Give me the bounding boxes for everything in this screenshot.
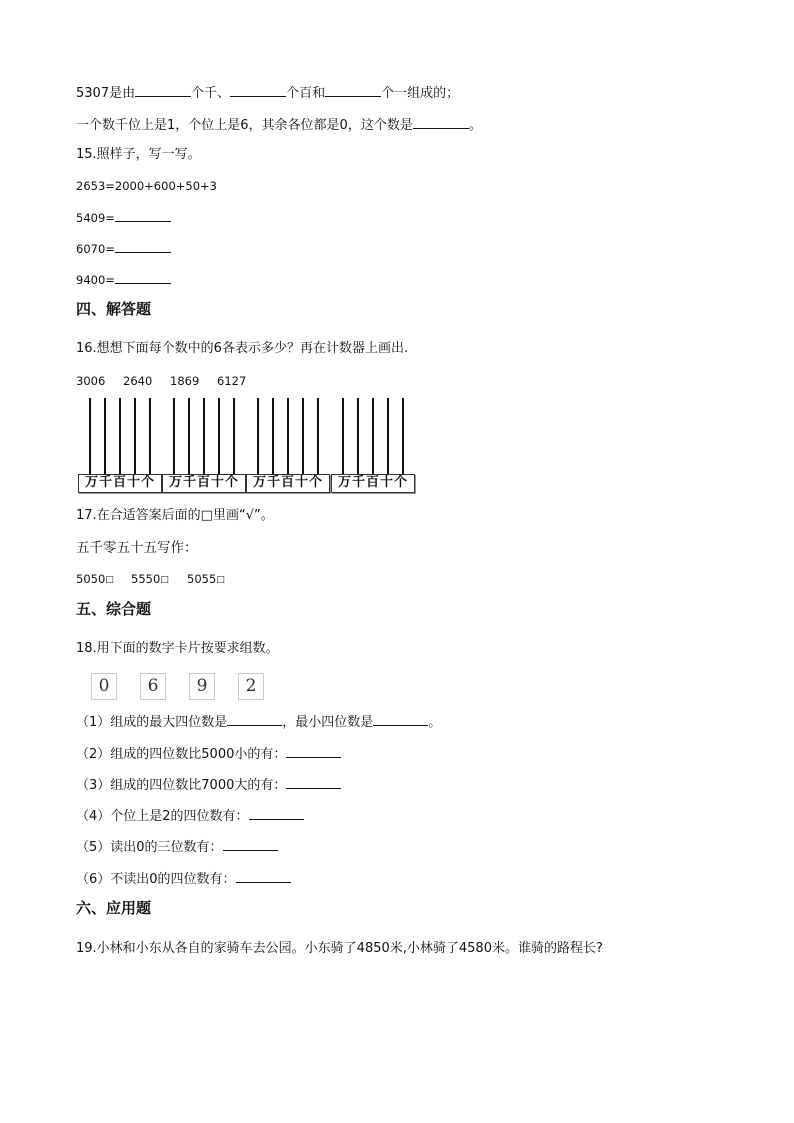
abacus-rod [134, 398, 136, 474]
q18-sub-5: （5）读出0的三位数有： [76, 838, 278, 856]
checkbox[interactable]: □ [105, 575, 114, 585]
digit-card: 2 [238, 673, 264, 700]
q15-example: 2653=2000+600+50+3 [76, 179, 217, 193]
abacus-counter[interactable] [246, 398, 330, 498]
abacus-rod [233, 398, 235, 474]
answer-blank[interactable] [115, 271, 171, 284]
abacus-place-labels: 万千百十个 [162, 474, 246, 493]
abacus-rod [119, 398, 121, 474]
answer-blank[interactable] [227, 713, 282, 726]
abacus-rod [203, 398, 205, 474]
answer-blank[interactable] [230, 84, 286, 97]
checkbox[interactable]: □ [160, 575, 169, 585]
answer-blank[interactable] [223, 838, 278, 851]
answer-blank[interactable] [373, 713, 428, 726]
q18-sub-3: （3）组成的四位数比7000大的有： [76, 776, 341, 794]
q17-option: 5550□ [131, 572, 169, 586]
answer-blank[interactable] [249, 807, 304, 820]
answer-blank[interactable] [115, 240, 171, 253]
abacus-rod [402, 398, 404, 474]
q14-line-2: 一个数千位上是1，个位上是6，其余各位都是0，这个数是 。 [76, 118, 482, 133]
answer-blank[interactable] [286, 776, 341, 789]
q17-title: 17.在合适答案后面的□里画“√”。 [76, 508, 274, 523]
answer-blank[interactable] [115, 209, 171, 222]
q14-line-1: 5307是由 个千、 个百和 个一组成的； [76, 86, 460, 101]
q16-title: 16.想想下面每个数中的6各表示多少？再在计数器上画出. [76, 341, 409, 356]
abacus-place-labels: 万千百十个 [246, 474, 330, 493]
q17-question: 五千零五十五写作： [76, 540, 198, 556]
digit-card: 0 [91, 673, 117, 700]
abacus-counter[interactable] [331, 398, 415, 498]
abacus-rod [188, 398, 190, 474]
section-heading: 四、解答题 [76, 300, 152, 318]
q16-number: 6127 [217, 374, 247, 388]
abacus-rod [302, 398, 304, 474]
abacus-rod [257, 398, 259, 474]
abacus-counter[interactable] [162, 398, 246, 498]
q19-title: 19.小林和小东从各自的家骑车去公园。小东骑了4850米,小林骑了4580米。谁骑的路程长? [76, 941, 603, 956]
q15-item: 5409= [76, 209, 171, 226]
q18-sub-4: （4）个位上是2的四位数有： [76, 807, 304, 825]
abacus-rod [342, 398, 344, 474]
abacus-rod [149, 398, 151, 474]
q16-number: 2640 [123, 374, 153, 388]
abacus-rod [173, 398, 175, 474]
abacus-rod [357, 398, 359, 474]
q18-sub-1: （1）组成的最大四位数是 ，最小四位数是 。 [76, 715, 442, 730]
abacus-place-labels: 万千百十个 [78, 474, 162, 493]
q15-item: 6070= [76, 240, 171, 257]
abacus-rod [317, 398, 319, 474]
q16-number: 3006 [76, 374, 106, 388]
answer-blank[interactable] [413, 116, 469, 129]
abacus-rod [272, 398, 274, 474]
abacus-rod [372, 398, 374, 474]
abacus-rod [89, 398, 91, 474]
answer-blank[interactable] [325, 84, 381, 97]
q15-title: 15.照样子，写一写。 [76, 147, 201, 162]
q17-option: 5050□ [76, 572, 114, 586]
answer-blank[interactable] [286, 745, 341, 758]
abacus-rod [104, 398, 106, 474]
abacus-place-labels: 万千百十个 [331, 474, 415, 493]
section-heading: 五、综合题 [76, 600, 152, 618]
q18-sub-2: （2）组成的四位数比5000小的有： [76, 745, 341, 763]
q18-sub-6: （6）不读出0的四位数有： [76, 870, 291, 888]
abacus-rod [218, 398, 220, 474]
abacus-rod [387, 398, 389, 474]
checkbox[interactable]: □ [216, 575, 225, 585]
q18-title: 18.用下面的数字卡片按要求组数。 [76, 641, 279, 656]
q15-item: 9400= [76, 271, 171, 288]
abacus-rod [287, 398, 289, 474]
answer-blank[interactable] [135, 84, 191, 97]
q16-number: 1869 [170, 374, 200, 388]
digit-card: 9 [189, 673, 215, 700]
abacus-counter[interactable] [78, 398, 162, 498]
q17-option: 5055□ [187, 572, 225, 586]
section-heading: 六、应用题 [76, 899, 152, 917]
digit-card: 6 [140, 673, 166, 700]
answer-blank[interactable] [236, 870, 291, 883]
